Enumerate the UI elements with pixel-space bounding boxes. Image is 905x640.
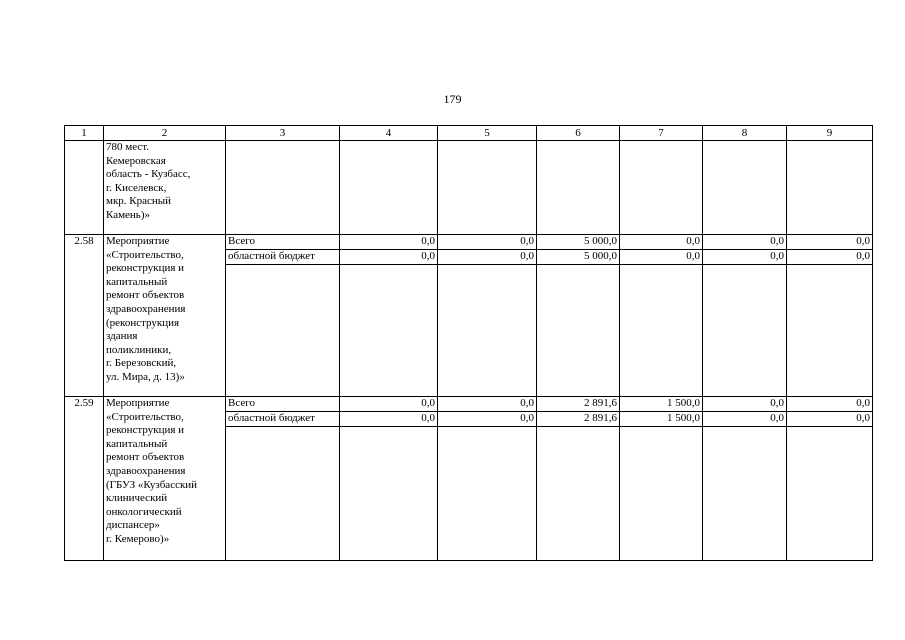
- value-cell: 2 891,6: [537, 397, 620, 412]
- table-cell: [703, 265, 787, 397]
- value-cell: 2 891,6: [537, 412, 620, 427]
- value-cell: 0,0: [787, 235, 873, 250]
- value-cell: 0,0: [438, 412, 537, 427]
- column-header: 6: [537, 126, 620, 141]
- value-cell: 1 500,0: [620, 397, 703, 412]
- value-cell: 0,0: [340, 412, 438, 427]
- row-description: Мероприятие «Строительство, реконструкция и капитальный ремонт объектов здравоохранения (ГБУЗ «Кузбасский клинический онкологический диспансер» г. Кемерово)»: [104, 397, 226, 561]
- row-number: 2.58: [65, 235, 104, 397]
- column-header: 5: [438, 126, 537, 141]
- table-cell: [787, 427, 873, 561]
- column-header: 8: [703, 126, 787, 141]
- value-cell: 0,0: [703, 235, 787, 250]
- continuation-description: 780 мест. Кемеровская область - Кузбасс, г. Киселевск, мкр. Красный Камень)»: [104, 141, 226, 235]
- row-number: 2.59: [65, 397, 104, 561]
- value-cell: 5 000,0: [537, 235, 620, 250]
- value-cell: 0,0: [438, 250, 537, 265]
- table-cell: [65, 141, 104, 235]
- column-header: 3: [226, 126, 340, 141]
- table-cell: [226, 427, 340, 561]
- column-header: 9: [787, 126, 873, 141]
- value-cell: 0,0: [787, 397, 873, 412]
- value-cell: 5 000,0: [537, 250, 620, 265]
- table-cell: [226, 265, 340, 397]
- value-cell: 0,0: [787, 412, 873, 427]
- table-cell: [537, 141, 620, 235]
- continuation-row: [65, 141, 873, 235]
- table-cell: [340, 265, 438, 397]
- column-header: 2: [104, 126, 226, 141]
- value-cell: 0,0: [340, 250, 438, 265]
- funding-source: Всего: [226, 235, 340, 250]
- table-cell: [226, 141, 340, 235]
- table-row: [65, 397, 873, 412]
- column-header-row: [65, 126, 873, 141]
- value-cell: 0,0: [438, 235, 537, 250]
- table-cell: [438, 427, 537, 561]
- table-cell: [438, 265, 537, 397]
- table-cell: [438, 141, 537, 235]
- table-cell: [703, 427, 787, 561]
- value-cell: 0,0: [620, 235, 703, 250]
- table-row: [65, 235, 873, 250]
- column-header: 1: [65, 126, 104, 141]
- table-cell: [787, 265, 873, 397]
- table-cell: [620, 141, 703, 235]
- table-cell: [703, 141, 787, 235]
- table-cell: [537, 427, 620, 561]
- value-cell: 0,0: [787, 250, 873, 265]
- value-cell: 1 500,0: [620, 412, 703, 427]
- value-cell: 0,0: [620, 250, 703, 265]
- value-cell: 0,0: [703, 397, 787, 412]
- value-cell: 0,0: [438, 397, 537, 412]
- table-cell: [787, 141, 873, 235]
- funding-source: областной бюджет: [226, 412, 340, 427]
- value-cell: 0,0: [703, 412, 787, 427]
- column-header: 7: [620, 126, 703, 141]
- value-cell: 0,0: [703, 250, 787, 265]
- value-cell: 0,0: [340, 397, 438, 412]
- row-description: Мероприятие «Строительство, реконструкция и капитальный ремонт объектов здравоохранения (реконструкция здания поликлиники, г. Березовский, ул. Мира, д. 13)»: [104, 235, 226, 397]
- funding-source: областной бюджет: [226, 250, 340, 265]
- column-header: 4: [340, 126, 438, 141]
- value-cell: 0,0: [340, 235, 438, 250]
- table-cell: [620, 265, 703, 397]
- budget-table: [64, 125, 873, 561]
- funding-source: Всего: [226, 397, 340, 412]
- table-cell: [340, 141, 438, 235]
- page-number: 179: [443, 92, 462, 106]
- table-cell: [620, 427, 703, 561]
- table-cell: [537, 265, 620, 397]
- table-cell: [340, 427, 438, 561]
